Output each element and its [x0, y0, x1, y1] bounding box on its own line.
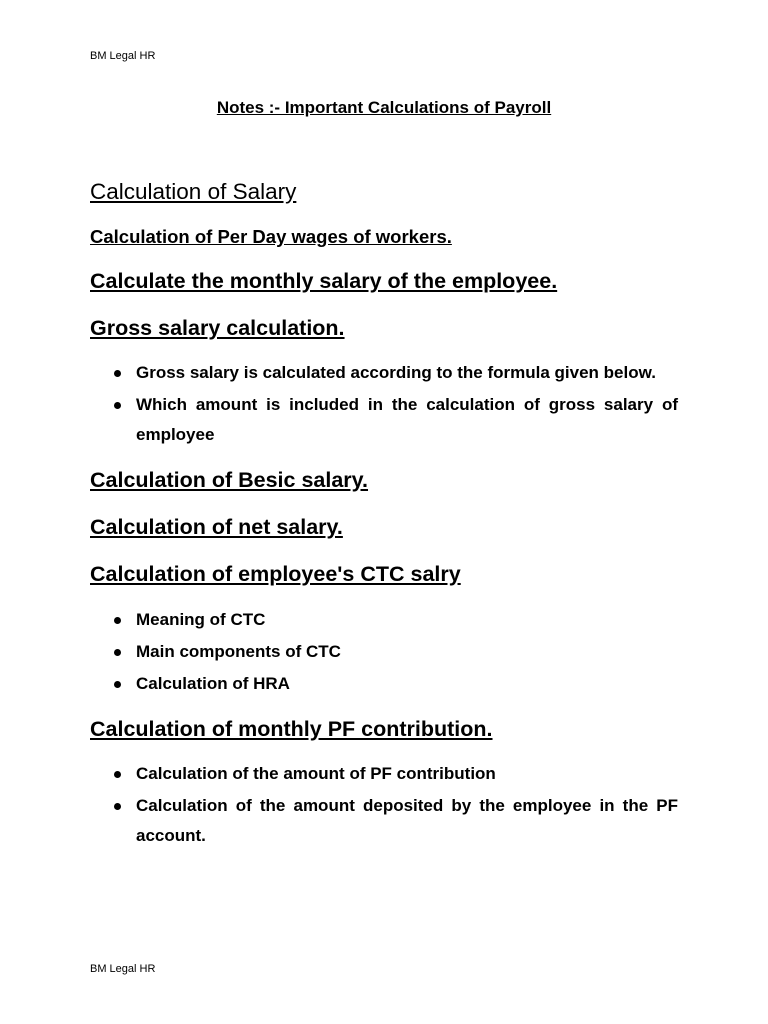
document-title: Notes :- Important Calculations of Payroll: [216, 98, 552, 117]
list-item-text: Calculation of the amount of PF contribution: [136, 764, 496, 783]
heading-basic-salary: Calculation of Besic salary.: [90, 468, 369, 492]
list-item-text: Meaning of CTC: [136, 610, 266, 629]
heading-monthly-salary: Calculate the monthly salary of the employee.: [90, 269, 558, 293]
heading-net-salary: Calculation of net salary.: [90, 515, 343, 539]
list-item-text: Calculation of HRA: [136, 674, 290, 693]
list-item-text: Which amount is included in the calculation of gross salary of employee: [136, 395, 678, 444]
heading-ctc-salary: Calculation of employee's CTC salry: [90, 562, 461, 586]
bullet-icon: [114, 649, 121, 656]
bullet-icon: [114, 771, 121, 778]
document-body: [90, 176, 678, 851]
list-item-text: Main components of CTC: [136, 642, 341, 661]
list-item: [90, 759, 678, 789]
ctc-bullet-list: [90, 605, 678, 699]
bullet-icon: [114, 617, 121, 624]
heading-per-day-wages: Calculation of Per Day wages of workers.: [90, 226, 452, 247]
list-item: [90, 358, 678, 388]
list-item: [90, 669, 678, 699]
heading-gross-salary: Gross salary calculation.: [90, 316, 345, 340]
list-item-text: Calculation of the amount deposited by the employee in the PF account.: [136, 796, 678, 845]
pf-bullet-list: [90, 759, 678, 851]
heading-calculation-of-salary: Calculation of Salary: [90, 179, 297, 204]
bullet-icon: [114, 803, 121, 810]
bullet-icon: [114, 370, 121, 377]
list-item: [90, 791, 678, 851]
bullet-icon: [114, 402, 121, 409]
bullet-icon: [114, 681, 121, 688]
list-item: [90, 637, 678, 667]
page-header: BM Legal HR: [90, 50, 156, 62]
heading-pf-contribution: Calculation of monthly PF contribution.: [90, 717, 493, 741]
list-item: [90, 605, 678, 635]
list-item-text: Gross salary is calculated according to the formula given below.: [136, 363, 656, 382]
list-item: [90, 390, 678, 450]
page-footer: BM Legal HR: [90, 963, 156, 975]
gross-salary-bullet-list: [90, 358, 678, 450]
